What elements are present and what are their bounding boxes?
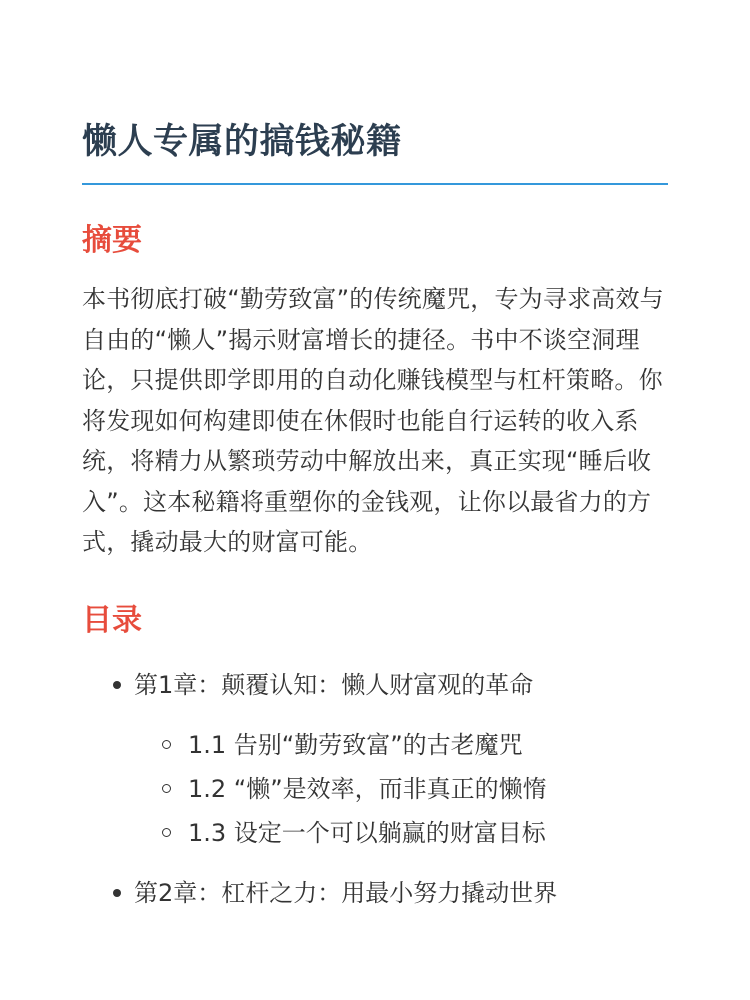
chapter-1-sections [134,723,668,855]
document-title: 懒人专属的搞钱秘籍 [82,122,402,162]
toc-section-1-2 [134,767,668,811]
table-of-contents [82,665,668,913]
abstract-text: 本书彻底打破“勤劳致富”的传统魔咒，专为寻求高效与自由的“懒人”揭示财富增长的捷径。书中不谈空洞理论，只提供即学即用的自动化赚钱模型与杠杆策略。你将发现如何构建即使在休假时也能自行运转的收入系统，将精力从繁琐劳动中解放出来，真正实现“睡后收入”。这本秘籍将重塑你的金钱观，让你以最省力的方式，撬动最大的财富可能。 [82,285,664,556]
disc-bullet-icon [113,889,121,897]
toc-chapter-2 [82,873,668,913]
toc-section-1-1 [134,723,668,767]
circle-bullet-icon [162,784,171,793]
section-label: 1.1 告别“勤劳致富”的古老魔咒 [188,730,523,759]
abstract-heading: 摘要 [82,223,142,258]
toc-section-1-3 [134,811,668,855]
toc-chapter-1 [82,665,668,855]
chapter-label: 第1章：颠覆认知：懒人财富观的革命 [134,670,534,699]
disc-bullet-icon [113,681,121,689]
chapter-label: 第2章：杠杆之力：用最小努力撬动世界 [134,878,558,907]
title-divider [82,183,668,185]
section-label: 1.2 “懒”是效率，而非真正的懒惰 [188,774,547,803]
circle-bullet-icon [162,828,171,837]
circle-bullet-icon [162,740,171,749]
section-label: 1.3 设定一个可以躺赢的财富目标 [188,818,546,847]
toc-heading: 目录 [82,602,142,638]
